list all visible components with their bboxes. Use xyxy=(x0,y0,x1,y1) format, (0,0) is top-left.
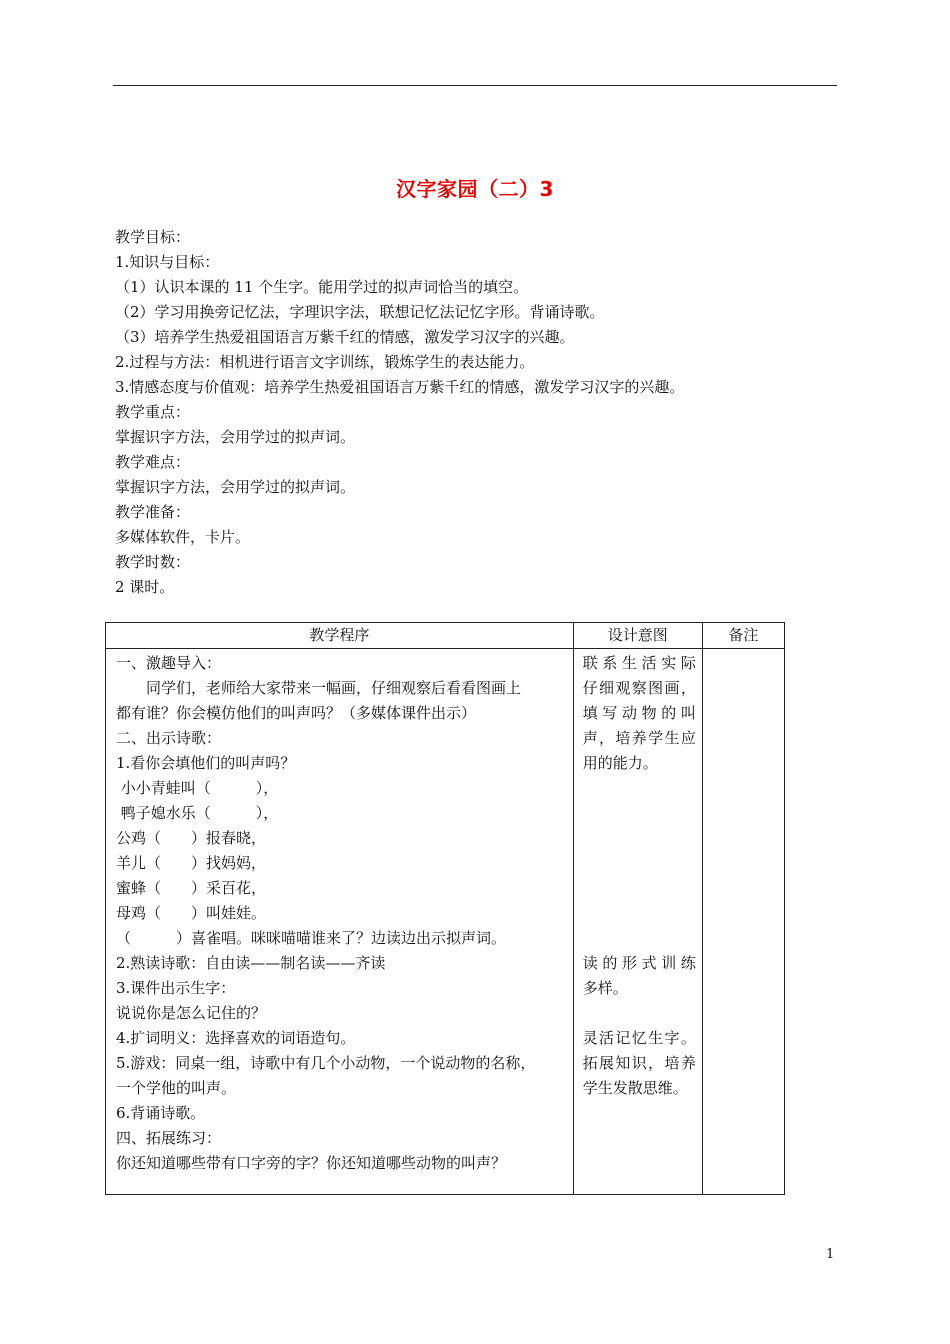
procedure-line: 说说你是怎么记住的？ xyxy=(116,1004,267,1022)
design-line: 仔细观察图画， xyxy=(582,679,696,697)
design-line: 拓展知识，培养 xyxy=(582,1054,696,1072)
procedure-line: 一、激趣导入： xyxy=(116,654,222,672)
procedure-line: 你还知道哪些带有口字旁的字？你还知道哪些动物的叫声？ xyxy=(116,1154,507,1172)
table-row xyxy=(106,649,785,1195)
procedure-line: 四、拓展练习： xyxy=(116,1129,222,1147)
text-line: 1.知识与目标： xyxy=(115,253,220,271)
design-intent-cell xyxy=(573,649,702,1195)
text-line: 多媒体软件，卡片。 xyxy=(115,528,251,546)
procedure-line: 蜜蜂（ ）采百花， xyxy=(116,879,267,897)
text-line: （3）培养学生热爱祖国语言万紫千红的情感，激发学习汉字的兴趣。 xyxy=(115,328,575,346)
remarks-cell xyxy=(702,649,784,1195)
procedure-line: 3.课件出示生字： xyxy=(116,979,236,997)
header-procedure: 教学程序 xyxy=(106,623,574,649)
procedure-line: 二、出示诗歌： xyxy=(116,729,222,747)
text-line: （2）学习用换旁记忆法，字理识字法，联想记忆法记忆字形。背诵诗歌。 xyxy=(115,303,605,321)
header-remarks: 备注 xyxy=(702,623,784,649)
procedure-line: 小小青蛙叫（ ）， xyxy=(116,779,279,797)
text-line: （1）认识本课的 11 个生字。能用学过的拟声词恰当的填空。 xyxy=(115,278,529,296)
procedure-line: 母鸡（ ）叫娃娃。 xyxy=(116,904,267,922)
text-line: 教学难点： xyxy=(115,453,191,471)
procedure-line: 一个学他的叫声。 xyxy=(116,1079,237,1097)
text-line: 2 课时。 xyxy=(115,578,175,596)
procedure-line: 1.看你会填他们的叫声吗？ xyxy=(116,754,296,772)
text-line: 掌握识字方法，会用学过的拟声词。 xyxy=(115,478,356,496)
design-line: 联系生活实际 xyxy=(582,654,696,672)
design-line: 学生发散思维。 xyxy=(582,1079,688,1097)
text-line: 教学时数： xyxy=(115,553,191,571)
procedure-line: 公鸡（ ）报春晓， xyxy=(116,829,267,847)
design-line: 用的能力。 xyxy=(582,754,658,772)
design-line: 声，培养学生应 xyxy=(582,729,696,747)
text-line: 掌握识字方法，会用学过的拟声词。 xyxy=(115,428,356,446)
page-number: 1 xyxy=(826,1247,835,1262)
procedure-line: 都有谁？你会模仿他们的叫声吗？（多媒体课件出示） xyxy=(116,704,477,722)
procedure-line: 5.游戏：同桌一组，诗歌中有几个小动物，一个说动物的名称， xyxy=(116,1054,536,1072)
procedure-line: 4.扩词明义：选择喜欢的词语造句。 xyxy=(116,1029,356,1047)
table-header-row xyxy=(106,623,785,649)
text-line: 2.过程与方法：相机进行语言文字训练，锻炼学生的表达能力。 xyxy=(115,353,535,371)
text-line: 3.情感态度与价值观：培养学生热爱祖国语言万紫千红的情感，激发学习汉字的兴趣。 xyxy=(115,378,685,396)
design-line: 多样。 xyxy=(582,979,628,997)
lesson-objectives xyxy=(115,225,835,600)
header-rule xyxy=(113,85,837,86)
procedure-line: 鸭子媳水乐（ ）， xyxy=(116,804,279,822)
procedure-line: 同学们，老师给大家带来一幅画，仔细观察后看看图画上 xyxy=(116,679,522,697)
procedure-line: 6.背诵诗歌。 xyxy=(116,1104,206,1122)
document-title: 汉字家园（二）3 xyxy=(396,177,554,201)
procedure-cell xyxy=(106,649,574,1195)
design-line: 灵活记忆生字。 xyxy=(582,1029,696,1047)
header-design-intent: 设计意图 xyxy=(573,623,702,649)
procedure-line: （ ）喜雀唱。咪咪喵喵谁来了？边读边出示拟声词。 xyxy=(116,929,507,947)
design-line: 读的形式训练 xyxy=(582,954,696,972)
text-line: 教学目标： xyxy=(115,228,191,246)
procedure-line: 羊儿（ ）找妈妈， xyxy=(116,854,267,872)
procedure-line: 2.熟读诗歌：自由读——制名读——齐读 xyxy=(116,954,386,972)
design-line: 填写动物的叫 xyxy=(582,704,696,722)
text-line: 教学准备： xyxy=(115,503,191,521)
text-line: 教学重点： xyxy=(115,403,191,421)
lesson-plan-table xyxy=(105,622,785,1195)
